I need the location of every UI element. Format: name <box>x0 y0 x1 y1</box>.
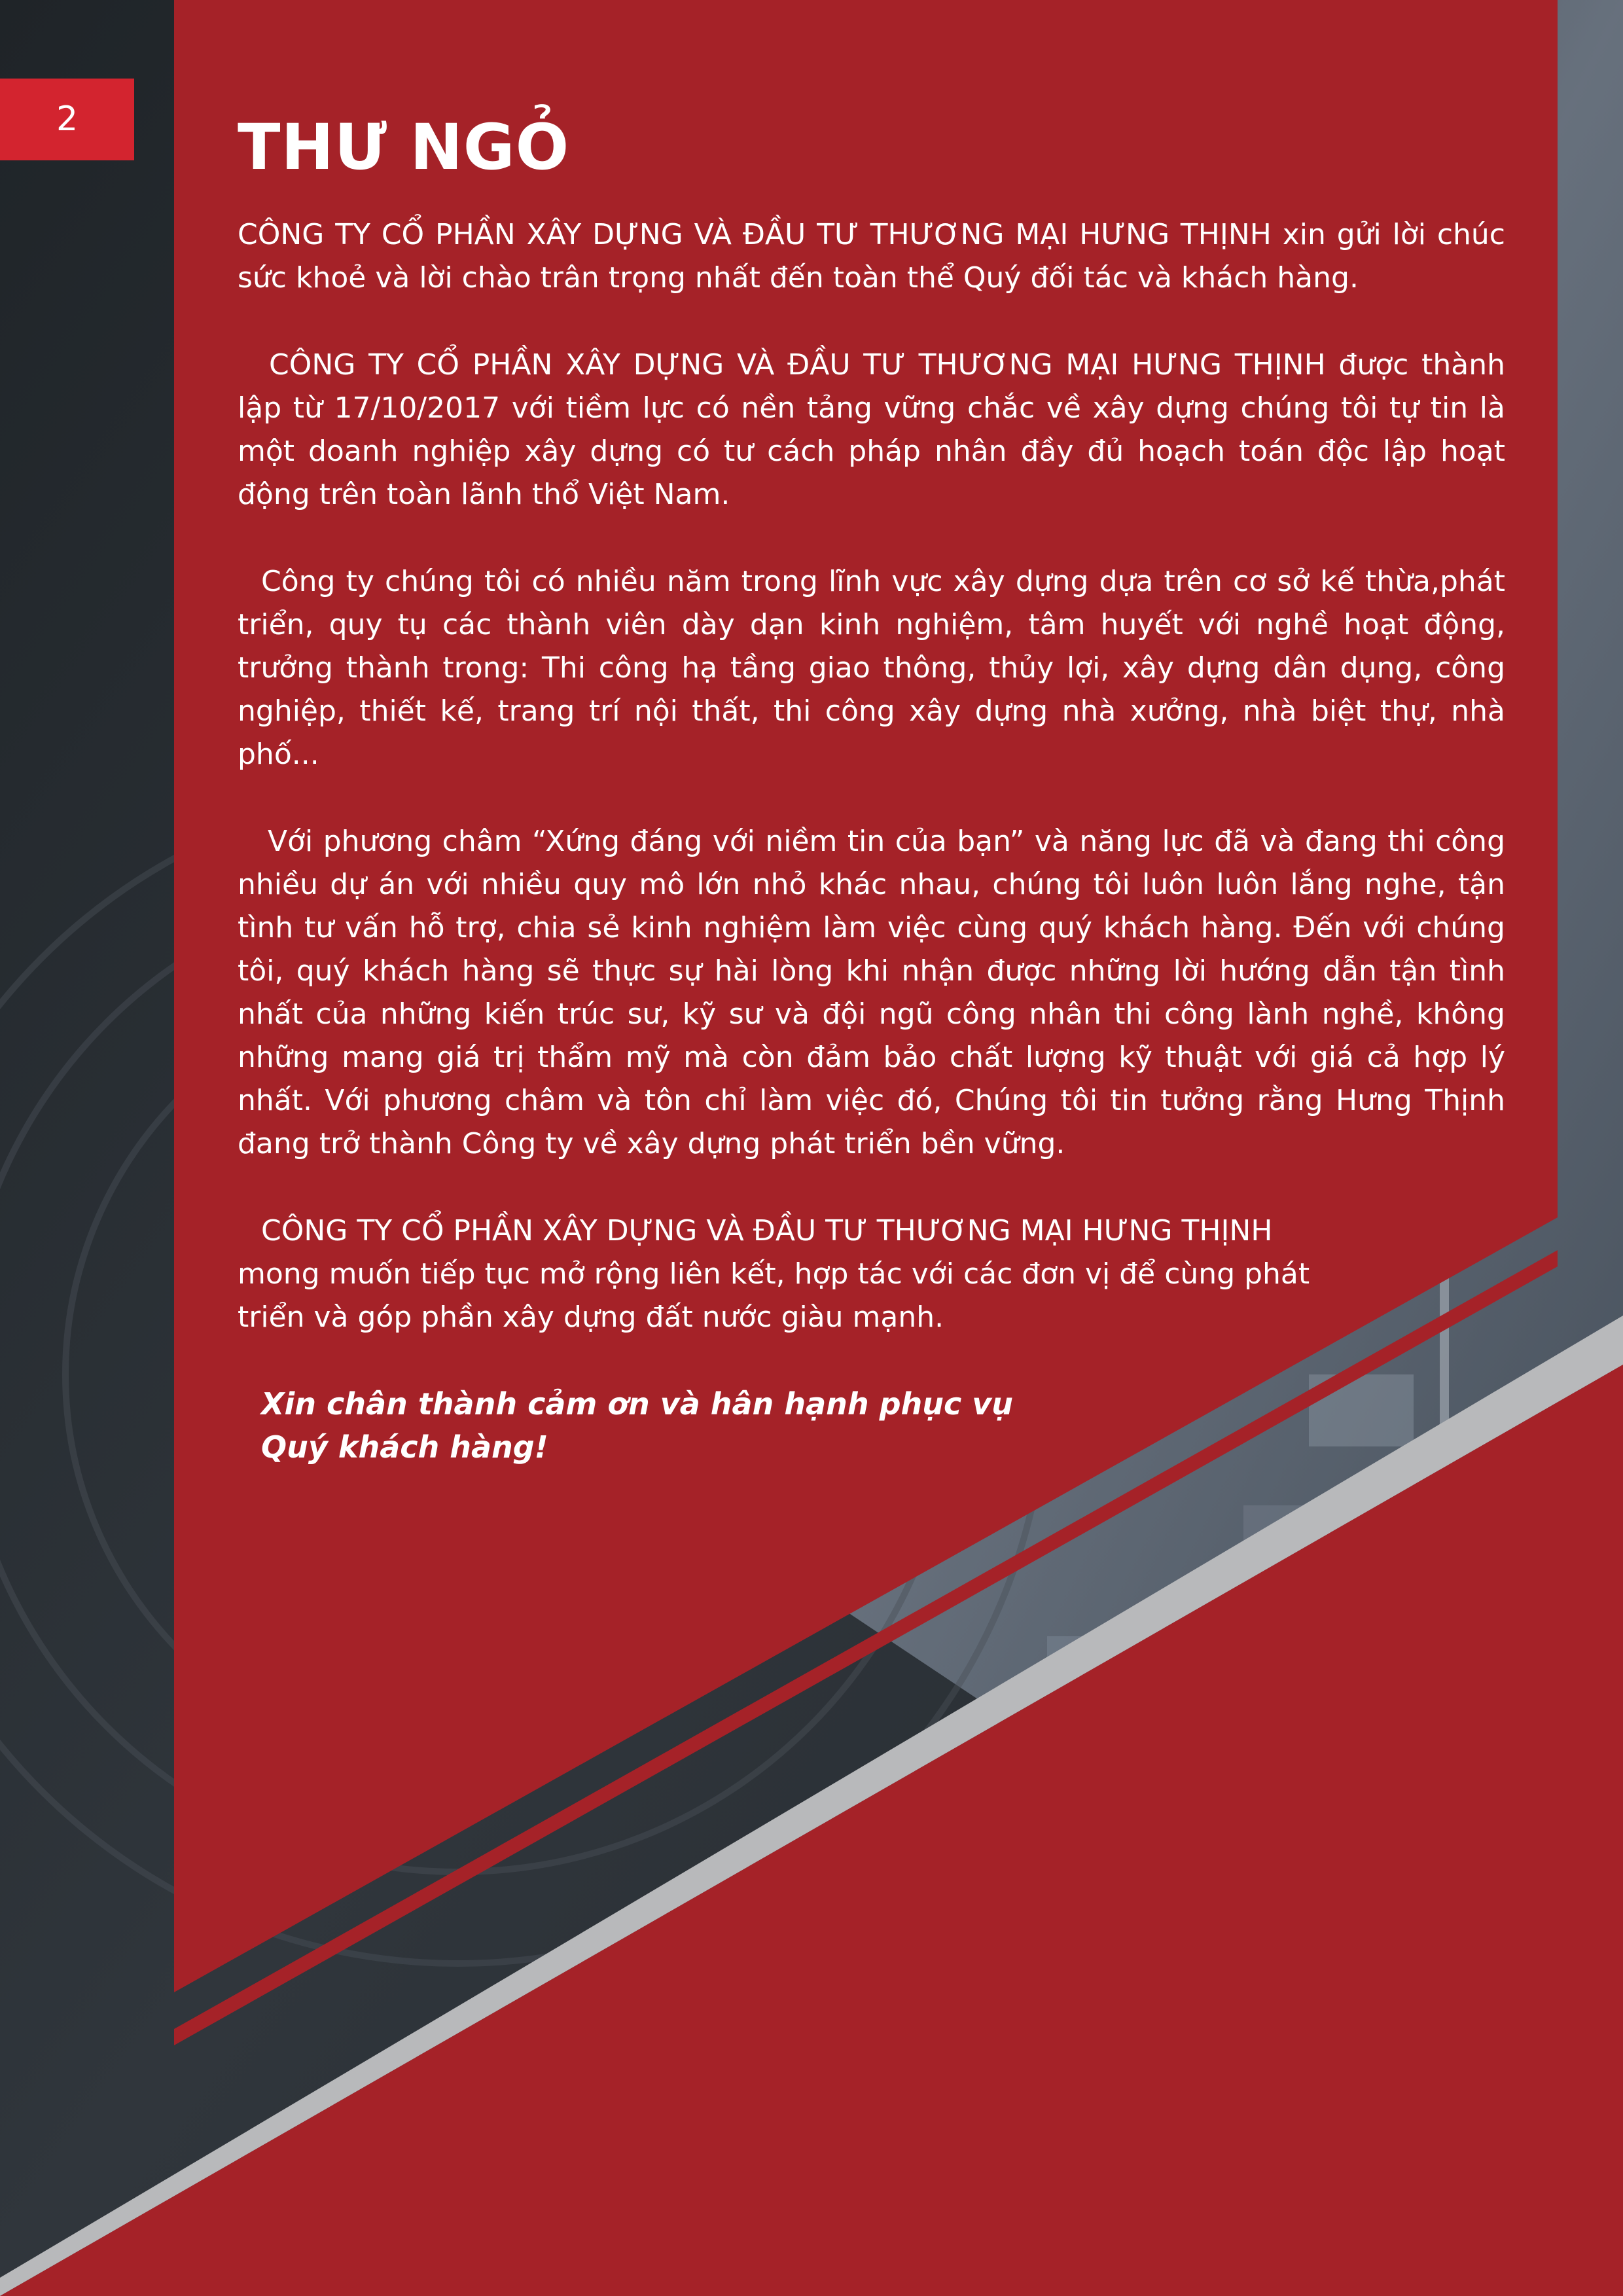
paragraph-motto: Với phương châm “Xứng đáng với niềm tin của bạn” và năng lực đã và đang thi công nhiều dự án với nhiều quy mô lớn nhỏ khác nhau, chúng tôi luôn luôn lắng nghe, tận tình tư vấn hỗ trợ, chia sẻ kinh nghiệm làm việc cùng quý khách hàng. Đến với chúng tôi, quý khách hàng sẽ thực sự hài lòng khi nhận được những lời hướng dẫn tận tình nhất của những kiến trúc sư, kỹ sư và đội ngũ công nhân thi công lành nghề, không những mang giá trị thẩm mỹ mà còn đảm bảo chất lượng kỹ thuật với giá cả hợp lý nhất. Với phương châm và tôn chỉ làm việc đó, Chúng tôi tin tưởng rằng Hưng Thịnh đang trở thành Công ty về xây dựng phát triển bền vững. <box>238 825 1505 1160</box>
page-number-badge: 2 <box>0 79 134 160</box>
paragraph-greeting: CÔNG TY CỔ PHẦN XÂY DỰNG VÀ ĐẦU TƯ THƯƠNG MẠI HƯNG THỊNH xin gửi lời chúc sức khoẻ và lời chào trân trọng nhất đến toàn thể Quý đối tác và khách hàng. <box>238 218 1505 295</box>
paragraph-founding: CÔNG TY CỔ PHẦN XÂY DỰNG VÀ ĐẦU TƯ THƯƠNG MẠI HƯNG THỊNH được thành lập từ 17/10/2017 với tiềm lực có nền tảng vững chắc về xây dựng chúng tôi tự tin là một doanh nghiệp xây dựng có tư cách pháp nhân đầy đủ hoạch toán độc lập hoạt động trên toàn lãnh thổ Việt Nam. <box>238 348 1505 511</box>
paragraph-cooperation: CÔNG TY CỔ PHẦN XÂY DỰNG VÀ ĐẦU TƯ THƯƠNG MẠI HƯNG THỊNH mong muốn tiếp tục mở rộng liên kết, hợp tác với các đơn vị để cùng phát triển và góp phần xây dựng đất nước giàu mạnh. <box>238 1214 1310 1334</box>
paragraph-experience: Công ty chúng tôi có nhiều năm trong lĩnh vực xây dựng dựa trên cơ sở kế thừa,phát triển, quy tụ các thành viên dày dạn kinh nghiệm, tâm huyết với nghề hoạt động, trưởng thành trong: Thi công hạ tầng giao thông, thủy lợi, xây dựng dân dụng, công nghiệp, thiết kế, trang trí nội thất, thi công xây dựng nhà xưởng, nhà biệt thự, nhà phố... <box>238 565 1505 771</box>
page-title: THƯ NGỎ <box>238 111 570 184</box>
closing-line-2: Quý khách hàng! <box>261 1429 548 1465</box>
closing-statement <box>238 1382 1505 1469</box>
closing-line-1: Xin chân thành cảm ơn và hân hạnh phục vụ <box>261 1386 1014 1422</box>
letter-content <box>238 105 1505 1469</box>
